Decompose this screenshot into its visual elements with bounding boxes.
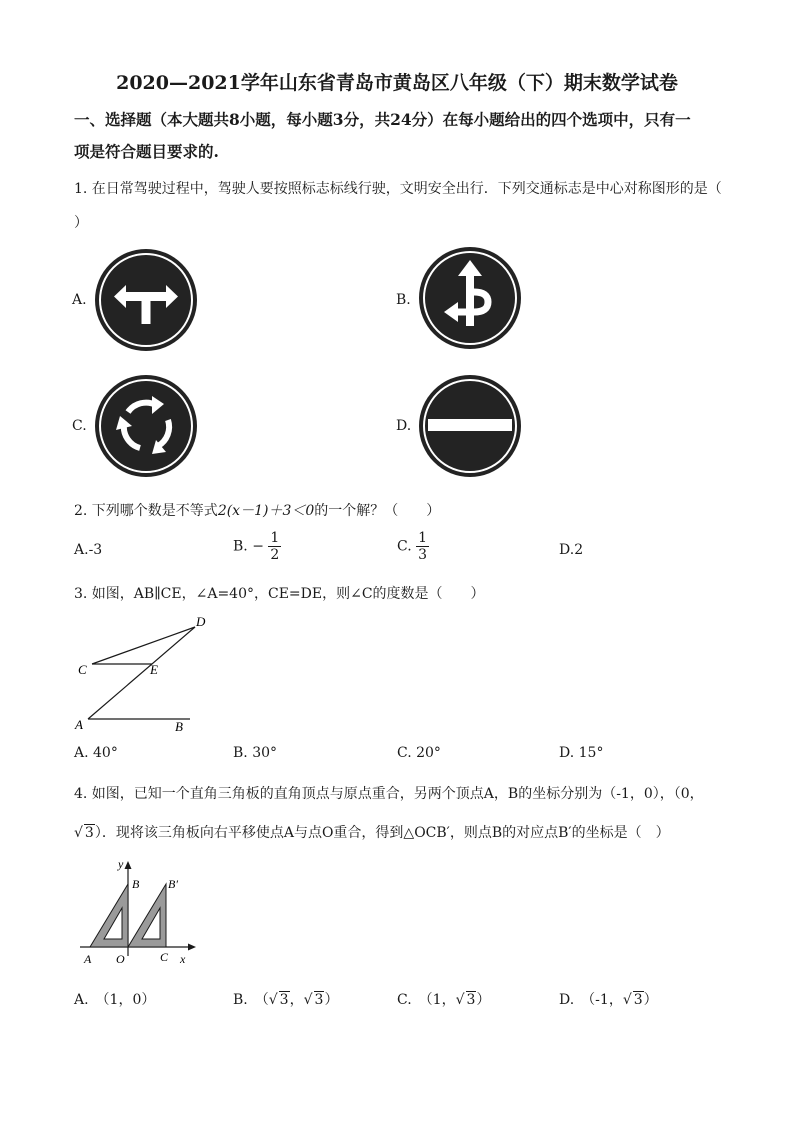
q4-stem-line2-rest: ）．现将该三角板向右平移使点A与点O重合，得到△OCB′，则点B的对应点B′的坐标是（ ） <box>94 825 670 841</box>
label-o: O <box>116 952 125 966</box>
q3-geometry-figure <box>70 612 220 736</box>
fraction-denominator: 3 <box>418 547 428 563</box>
q2-option-a[interactable] <box>74 542 102 558</box>
q4-stem-line2 <box>74 822 670 842</box>
q2-option-b-fraction <box>268 530 281 563</box>
sqrt-symbol-icon: √ <box>303 992 313 1008</box>
fraction-denominator: 2 <box>270 547 280 563</box>
q1-option-c-label: C. <box>72 418 87 434</box>
q3-option-b[interactable]: B. 30° <box>233 745 278 761</box>
q2-stem-suffix: 的一个解？（ ） <box>314 503 441 519</box>
q4-option-d[interactable] <box>559 989 658 1009</box>
sign-turn-left-right-icon[interactable] <box>94 248 198 352</box>
segment-ad <box>88 627 195 719</box>
label-x: x <box>180 952 186 966</box>
fraction-numerator: 1 <box>270 530 280 546</box>
q4-option-b[interactable] <box>233 989 338 1009</box>
q1-stem-line2: ） <box>74 215 88 231</box>
q3-option-d[interactable]: D. 15° <box>559 745 604 761</box>
q4-option-d-prefix: D. （-1， <box>559 992 623 1008</box>
label-c: C <box>160 950 169 964</box>
segment-cd <box>92 627 195 664</box>
fraction-numerator: 1 <box>418 530 428 546</box>
sqrt-symbol-icon: √ <box>622 992 632 1008</box>
sign-straight-or-left-icon[interactable] <box>418 246 522 350</box>
q2-stem-prefix: 2. 下列哪个数是不等式 <box>74 503 218 519</box>
sqrt-radicand: 3 <box>466 992 476 1008</box>
label-a: A <box>84 952 92 966</box>
y-axis-arrow-icon <box>125 861 132 869</box>
q3-option-a[interactable]: A. 40° <box>74 745 118 761</box>
q4-stem-line1: 4. 如图，已知一个直角三角板的直角顶点与原点重合，另两个顶点A，B的坐标分别为（-1，0），（0， <box>74 786 704 802</box>
q2-option-b[interactable] <box>233 530 281 563</box>
label-d: D <box>196 614 206 629</box>
page-title: 2020—2021学年山东省青岛市黄岛区八年级（下）期末数学试卷 <box>116 72 678 94</box>
q2-option-a-label: A. <box>74 542 89 558</box>
q2-option-c-fraction <box>416 530 429 563</box>
sqrt-radicand: 3 <box>279 992 289 1008</box>
sign-no-entry-icon[interactable] <box>418 374 522 478</box>
q2-option-d-label: D. <box>559 542 575 558</box>
label-c: C <box>78 662 87 677</box>
q1-option-d-label: D. <box>396 418 412 434</box>
q2-option-b-sign: − <box>252 538 264 555</box>
q4-coordinate-figure <box>74 856 204 972</box>
q4-option-b-comma: ， <box>289 992 304 1008</box>
q2-option-d[interactable] <box>559 542 583 558</box>
q4-option-d-suffix: ） <box>643 992 658 1008</box>
label-y: y <box>118 857 124 871</box>
q2-option-a-value: -3 <box>88 542 103 558</box>
sqrt-symbol-icon: √ <box>455 992 465 1008</box>
q4-option-c-suffix: ） <box>476 992 491 1008</box>
section-heading-line2: 项是符合题目要求的. <box>74 142 219 161</box>
section-heading-line1: 一、选择题（本大题共8小题，每小题3分，共24分）在每小题给出的四个选项中，只有一 <box>74 110 691 129</box>
x-axis-arrow-icon <box>188 944 196 951</box>
q4-option-b-suffix: ） <box>324 992 339 1008</box>
q2-inequality: 2(x－1)＋3＜0 <box>217 503 315 519</box>
q2-stem <box>74 500 440 520</box>
q2-option-d-value: 2 <box>574 542 584 558</box>
q4-option-b-prefix: B. （ <box>233 992 269 1008</box>
sign-roundabout-icon[interactable] <box>94 374 198 478</box>
q3-option-c[interactable]: C. 20° <box>397 745 441 761</box>
q1-stem-line1: 1. 在日常驾驶过程中，驾驶人要按照标志标线行驶，文明安全出行．下列交通标志是中心对称图形的是（ <box>74 181 722 197</box>
label-b: B <box>175 719 183 734</box>
q2-option-c-label: C. <box>397 538 412 555</box>
q3-stem: 3. 如图，AB∥CE，∠A=40°，CE=DE，则∠C的度数是（ ） <box>74 586 485 602</box>
label-e: E <box>150 662 158 677</box>
label-a: A <box>75 717 83 732</box>
q4-option-c[interactable] <box>397 989 490 1009</box>
q2-option-b-label: B. <box>233 538 248 555</box>
sqrt-radicand: 3 <box>84 825 94 841</box>
label-b-prime: B′ <box>168 877 178 891</box>
sqrt-symbol-icon: √ <box>74 825 83 841</box>
q4-option-a[interactable]: A. （1，0） <box>74 992 156 1008</box>
sqrt-symbol-icon: √ <box>268 992 278 1008</box>
q1-option-a-label: A. <box>72 292 87 308</box>
sqrt-radicand: 3 <box>314 992 324 1008</box>
label-b: B <box>132 877 140 891</box>
q4-option-c-prefix: C. （1， <box>397 992 456 1008</box>
q1-option-b-label: B. <box>396 292 411 308</box>
q2-option-c[interactable] <box>397 530 429 563</box>
sqrt-radicand: 3 <box>633 992 643 1008</box>
